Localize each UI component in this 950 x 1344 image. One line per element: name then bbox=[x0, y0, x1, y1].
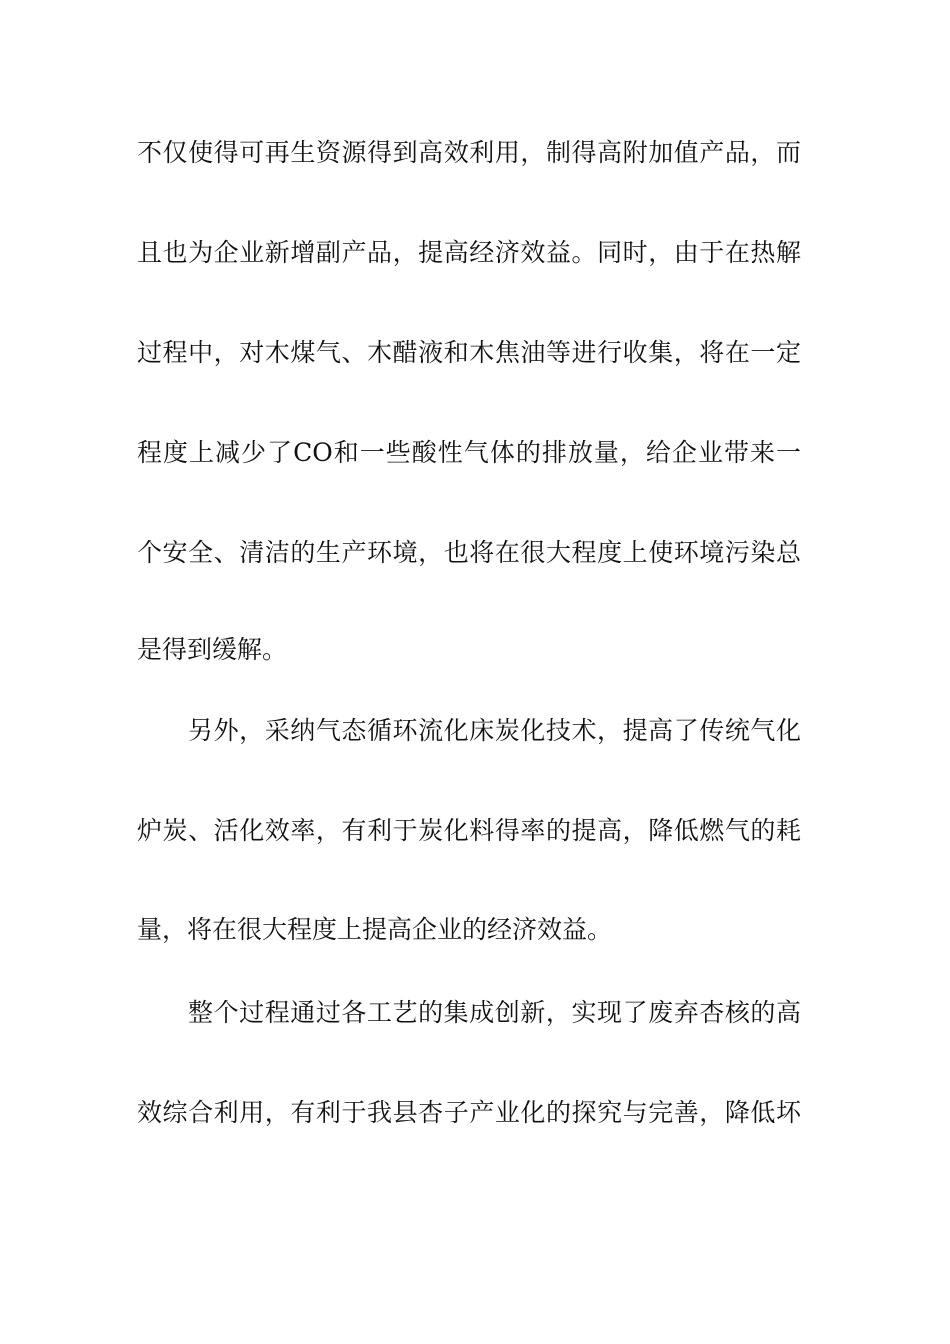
text-line: 效综合利用，有利于我县杏子产业化的探究与完善，降低坏 bbox=[137, 1098, 801, 1127]
paragraph-first-line: 另外，采纳气态循环流化床炭化技术，提高了传统气化 bbox=[188, 716, 801, 745]
text-line: 是得到缓解。 bbox=[137, 635, 288, 664]
text-line: 个安全、清洁的生产环境，也将在很大程度上使环境污染总 bbox=[137, 538, 801, 567]
text-line: 程度上减少了CO和一些酸性气体的排放量，给企业带来一 bbox=[137, 438, 801, 467]
text-line: 量，将在很大程度上提高企业的经济效益。 bbox=[137, 915, 613, 944]
text-line: 过程中，对木煤气、木醋液和木焦油等进行收集，将在一定 bbox=[137, 338, 801, 367]
paragraph-first-line: 整个过程通过各工艺的集成创新，实现了废弃杏核的高 bbox=[188, 998, 801, 1027]
text-line: 炉炭、活化效率，有利于炭化料得率的提高，降低燃气的耗 bbox=[137, 816, 801, 845]
text-line: 且也为企业新增副产品，提高经济效益。同时，由于在热解 bbox=[137, 238, 801, 267]
text-line: 不仅使得可再生资源得到高效利用，制得高附加值产品，而 bbox=[137, 138, 801, 167]
